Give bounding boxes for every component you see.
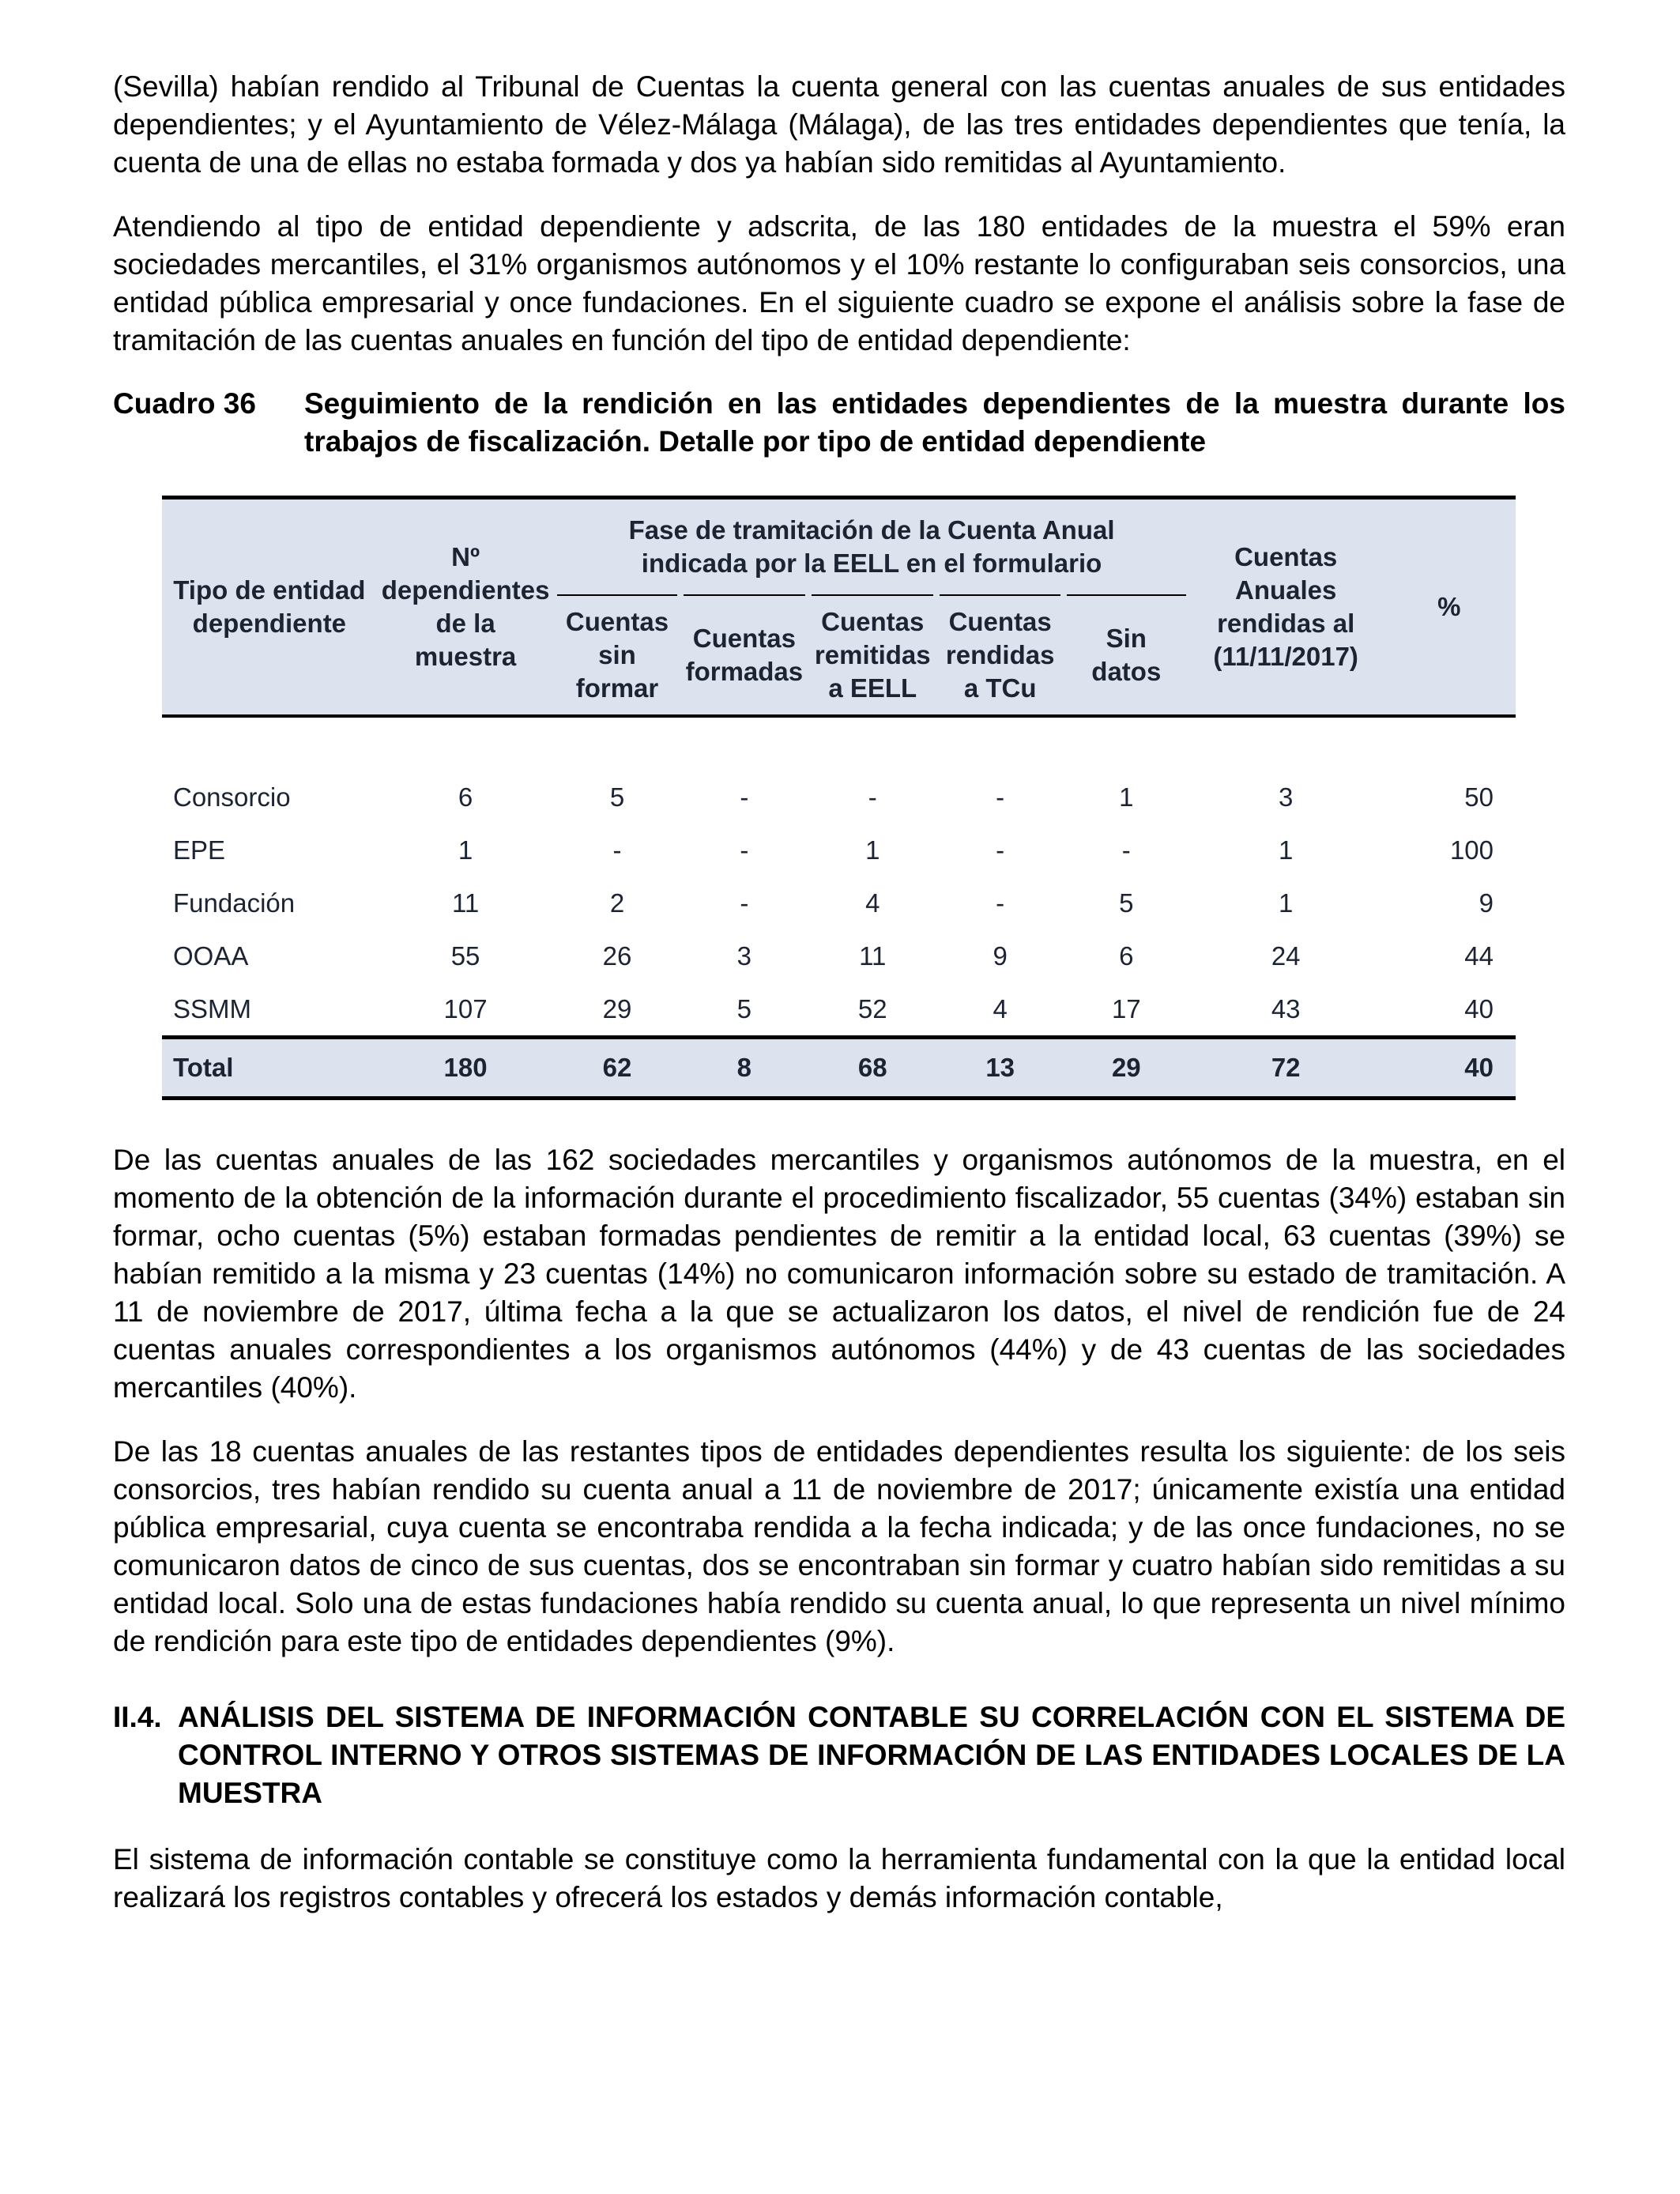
total-rendidas: 13 [936,1038,1064,1099]
cell-remitidas: 11 [859,941,887,971]
total-formadas: 8 [680,1038,809,1099]
cell-rendidas-al: 43 [1271,994,1301,1023]
header-num: Nº dependientes de la muestra [377,498,555,717]
paragraph-5: El sistema de información contable se constituye como la herramienta fundamental con la que la entidad local realizará los registros contables y ofrecerá los estados y demás información contable, [113,1843,1565,1913]
cell-sin-datos: 5 [1119,888,1134,918]
cell-formadas: - [740,835,749,865]
header-sin-formar: Cuentas sin formar [557,594,676,714]
cell-rendidas: - [996,835,1005,865]
cell-rendidas-al: 1 [1279,835,1294,865]
total-num: 180 [377,1038,555,1099]
cell-rendidas-al: 24 [1271,941,1301,971]
paragraph-4: De las 18 cuentas anuales de las restantes tipos de entidades dependientes resulta los siguiente: de los seis consorcios, tres habían rendido su cuenta anual a 11 de noviembre de 2017; únicamente existía una entidad pública empresarial, cuya cuenta se encontraba rendida a la fecha indicada; y de las once fundaciones, no se comunicaron datos de cinco de sus cuentas, dos se encontraban sin formar y cuatro habían sido remitidas a su entidad local. Solo una de estas fundaciones había rendido su cuenta anual, lo que representa un nivel mínimo de rendición para este tipo de entidades dependientes (9%). [113,1435,1565,1657]
cell-formadas: - [740,782,749,812]
paragraph-3: De las cuentas anuales de las 162 sociedades mercantiles y organismos autónomos de la muestra, en el momento de la obtención de la información durante el procedimiento fiscalizador, 55 cuentas (34%) estaban sin formar, ocho cuentas (5%) estaban formadas pendientes de remitir a la entidad local, 63 cuentas (39%) se habían remitido a la misma y 23 cuentas (14%) no comunicaron información sobre su estado de tramitación. A 11 de noviembre de 2017, última fecha a la que se actualizaron los datos, el nivel de rendición fue de 24 cuentas anuales correspondientes a los organismos autónomos (44%) y de 43 cuentas de las sociedades mercantiles (40%). [113,1144,1565,1404]
table-row [162,982,1516,1038]
cell-num: 1 [458,835,473,865]
caption-title: Seguimiento de la rendición en las entidades dependientes de la muestra durante los trabajos de fiscalización. Detalle por tipo de entidad dependiente [304,387,1565,458]
total-pct: 40 [1383,1038,1516,1099]
header-rendidas-cell [936,594,1064,716]
cell-sin-formar: - [612,835,622,865]
table-row [162,929,1516,982]
paragraph-2: Atendiendo al tipo de entidad dependiente y adscrita, de las 180 entidades de la muestra el 59% eran sociedades mercantiles, el 31% organismos autónomos y el 10% restante lo configuraban seis consorcios, una entidad pública empresarial y once fundaciones. En el siguiente cuadro se expone el análisis sobre la fase de tramitación de las cuentas anuales en función del tipo de entidad dependiente: [113,210,1565,356]
cell-num: 55 [450,941,480,971]
table-row [162,824,1516,876]
cell-rendidas: 9 [993,941,1008,971]
cell-rendidas: - [996,782,1005,812]
cell-pct: 50 [1464,782,1494,812]
document-page [113,68,1565,1917]
cell-rendidas-al: 3 [1279,782,1294,812]
table-container [162,496,1516,1100]
cell-pct: 100 [1449,835,1494,865]
paragraph-1: (Sevilla) habían rendido al Tribunal de Cuentas la cuenta general con las cuentas anuales de sus entidades dependientes; y el Ayuntamiento de Vélez-Málaga (Málaga), de las tres entidades dependientes que tenía, la cuenta de una de ellas no estaba formada y dos ya habían sido remitidas al Ayuntamiento. [113,70,1565,179]
table-row [162,771,1516,824]
cell-tipo: SSMM [173,994,251,1023]
cell-tipo: Fundación [173,888,296,918]
cell-sin-formar: 5 [609,782,625,812]
header-formadas: Cuentas formadas [684,594,806,714]
cell-remitidas: - [868,782,877,812]
cell-rendidas-al: 1 [1279,888,1294,918]
table-caption [113,385,1565,461]
header-remitidas-cell [808,594,936,716]
cell-tipo: EPE [173,835,226,865]
cell-tipo: OOAA [173,941,249,971]
cell-sin-formar: 26 [602,941,632,971]
cell-pct: 44 [1464,941,1494,971]
cell-formadas: 3 [736,941,752,971]
cell-sin-datos: 17 [1111,994,1141,1023]
total-remitidas: 68 [808,1038,936,1099]
header-sin-datos: Sin datos [1067,594,1186,714]
cell-num: 6 [458,782,473,812]
header-sin-datos-cell [1064,594,1189,716]
cell-rendidas: - [996,888,1005,918]
total-sin-datos: 29 [1064,1038,1189,1099]
cell-sin-datos: 6 [1119,941,1134,971]
cell-remitidas: 1 [865,835,880,865]
cell-rendidas: 4 [993,994,1008,1023]
table-row [162,876,1516,929]
header-rendidas: Cuentas rendidas a TCu [940,594,1060,714]
header-tipo: Tipo de entidad dependiente [162,498,377,717]
cell-sin-datos: 1 [1119,782,1134,812]
cell-pct: 40 [1464,994,1494,1023]
data-table [162,496,1516,1100]
header-remitidas: Cuentas remitidas a EELL [812,594,933,714]
cell-num: 107 [443,994,488,1023]
cell-num: 11 [451,888,480,918]
total-rendidas-al: 72 [1189,1038,1383,1099]
cell-remitidas: 4 [865,888,880,918]
cell-sin-datos: - [1121,835,1131,865]
header-formadas-cell [680,594,809,716]
caption-number: Cuadro 36 [113,387,256,420]
section-heading [113,1698,1565,1812]
cell-formadas: - [740,888,749,918]
cell-sin-formar: 2 [609,888,625,918]
total-sin-formar: 62 [554,1038,680,1099]
section-number: II.4. [113,1701,162,1733]
cell-tipo: Consorcio [173,782,291,812]
header-pct: % [1383,498,1516,717]
cell-formadas: 5 [736,994,752,1023]
header-group: Fase de tramitación de la Cuenta Anual indicada por la EELL en el formulario [554,498,1188,595]
header-sin-formar-cell [554,594,680,716]
header-rendidas-al: Cuentas Anuales rendidas al (11/11/2017) [1189,498,1383,717]
cell-sin-formar: 29 [602,994,632,1023]
cell-pct: 9 [1478,888,1494,918]
cell-remitidas: 52 [857,994,887,1023]
section-title: ANÁLISIS DEL SISTEMA DE INFORMACIÓN CONTABLE SU CORRELACIÓN CON EL SISTEMA DE CONTROL INTERNO Y OTROS SISTEMAS DE INFORMACIÓN DE LAS ENTIDADES LOCALES DE LA MUESTRA [178,1701,1565,1809]
total-row [162,1038,1516,1099]
total-label: Total [162,1038,377,1099]
